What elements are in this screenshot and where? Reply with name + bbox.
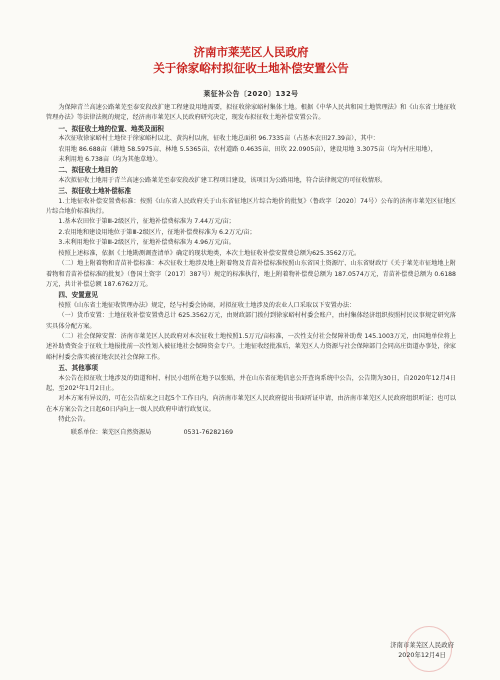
signoff-org: 济南市莱芜区人民政府 <box>390 641 454 649</box>
section3-text2: 1.基本农田位于第Ⅲ-2级区片，征地补偿费标准为 7.44万元/亩； <box>58 218 235 226</box>
section3-text3: 2.农用地和建设用地位于第Ⅲ-2级区片，征地补偿费标准为 6.2万元/亩； <box>58 228 256 236</box>
section4-text1: 按照《山东省土地征收管理办法》规定，经与村委会协商，对拟征收土地涉及的农业人口采取以下安置办法： <box>58 301 356 309</box>
contact-phone: 0531-76282169 <box>183 428 234 436</box>
contact-unit: 联系单位：莱芜区自然资源局 <box>70 428 152 436</box>
section1-text3: 未利用地 6.738亩（均为其他草地）。 <box>58 156 162 164</box>
section5-text2: 对本方案有异议的，可在公告结束之日起5个工作日内，向济南市莱芜区人民政府提出书面听证申请，由济南市莱芜区人民政府组织听证；也可以在本方案公告之日起60日内向上一级人民政府申请行政复议。 <box>46 395 456 413</box>
section3-text4: 3.未利用地位于第Ⅲ-2级区片，征地补偿费标准为 4.96万元/亩。 <box>58 239 235 247</box>
document-number: 莱征补公告〔2020〕132号 <box>203 90 299 98</box>
contact-line <box>46 428 456 438</box>
section2-heading: 二、拟征收土地目的 <box>58 166 118 175</box>
section3-heading: 三、拟征收土地补偿标准 <box>58 187 131 196</box>
section5-text1: 本公告在拟征收土地涉及的街道和村、村民小组所在地予以张贴，并在山东省征地信息公开查询系统中公告，公告期为30日，自2020年12月4日起，至202¹年1月2日止。 <box>46 374 456 392</box>
signoff-date: 2020年12月4日 <box>398 651 446 659</box>
section1-text1: 本次征收徐家峪村土地位于徐家峪村以北、黄沟村以南，征收土地总面积 96.7335亩（占基本农田27.39亩），其中： <box>58 135 379 143</box>
section3-text1: 1.土地征收补偿安置费标准：按照《山东省人民政府关于山东省征地区片综合地价的批复》（鲁政字〔2020〕74号）公布的济南市莱芜区征地区片综合地价标准执行。 <box>46 197 456 216</box>
section4-heading: 四、安置意见 <box>58 291 98 300</box>
section3-text5: 按照上述标准，依据《土地勘测调查清单》确定的现状地类，本次土地征收补偿安置费总额为625.3562万元。 <box>58 249 361 257</box>
section4-text2: （一）货币安置：土地征收补偿安置费总计 625.3562万元，由财政部门拨付到徐家峪村村委会账户，由村集体经济组织按照村民议事规定研究落实具体分配方案。 <box>46 312 456 330</box>
section5-heading: 五、其他事项 <box>58 364 98 373</box>
section2-text: 本次拟征收土地用于青兰高速公路莱芜至泰安段改扩建工程项目建设，该项目为公路用地，符合法律规定的可征收情形。 <box>58 176 387 184</box>
notice-title-line2: 关于徐家峪村拟征收土地补偿安置公告 <box>153 61 349 75</box>
section4-text3: （二）社会保障安置：济南市莱芜区人民政府对本次征收土地按照1.5万元/亩标准，一次性支付社会保障补助费 145.1003万元，由国地单位将上述补助费资金于征收土地报批前一次性划入被征地社会保障资金专户。土地征收经批准后，莱芜区人力资源与社会保障部门会同高庄街道办事处，徐家峪村村委会落实被征地农民社会保障工作。 <box>46 332 456 361</box>
section5-text3: 特此公告。 <box>58 416 90 424</box>
intro-paragraph: 为保障青兰高速公路莱芜至泰安段改扩建工程建设用地需要，拟征收徐家峪村集体土地。根据《中华人民共和国土地管理法》和《山东省土地征收管理办法》等法律法规的规定，经济南市莱芜区人民政府研究决定，现发布拟征收土地补偿安置公告。 <box>46 104 456 122</box>
section3-text6: （二）地上附着物和青苗补偿标准：本次征收土地涉及地上附着物及青苗补偿标准按照山东省国土资源厅、山东省财政厅《关于莱芜市征地地上附着物和青苗补偿标准的批复》（鲁国土资字〔2017〕387号）规定的标准执行，地上附着物补偿费总额为 187.0574万元，青苗补偿费总额为 0.6188万元，共计补偿总额 187.6762万元。 <box>46 260 456 288</box>
signoff <box>390 640 454 660</box>
notice-title-line1: 济南市莱芜区人民政府 <box>193 45 309 59</box>
section1-heading: 一、拟征收土地的位置、地类及面积 <box>58 124 164 133</box>
section1-text2: 农用地 86.688亩（耕地 58.5975亩、林地 5.5365亩、农村道路 0.4635亩、田坎 22.0905亩），建设用地 3.3075亩（均为村庄用地）， <box>58 145 437 153</box>
